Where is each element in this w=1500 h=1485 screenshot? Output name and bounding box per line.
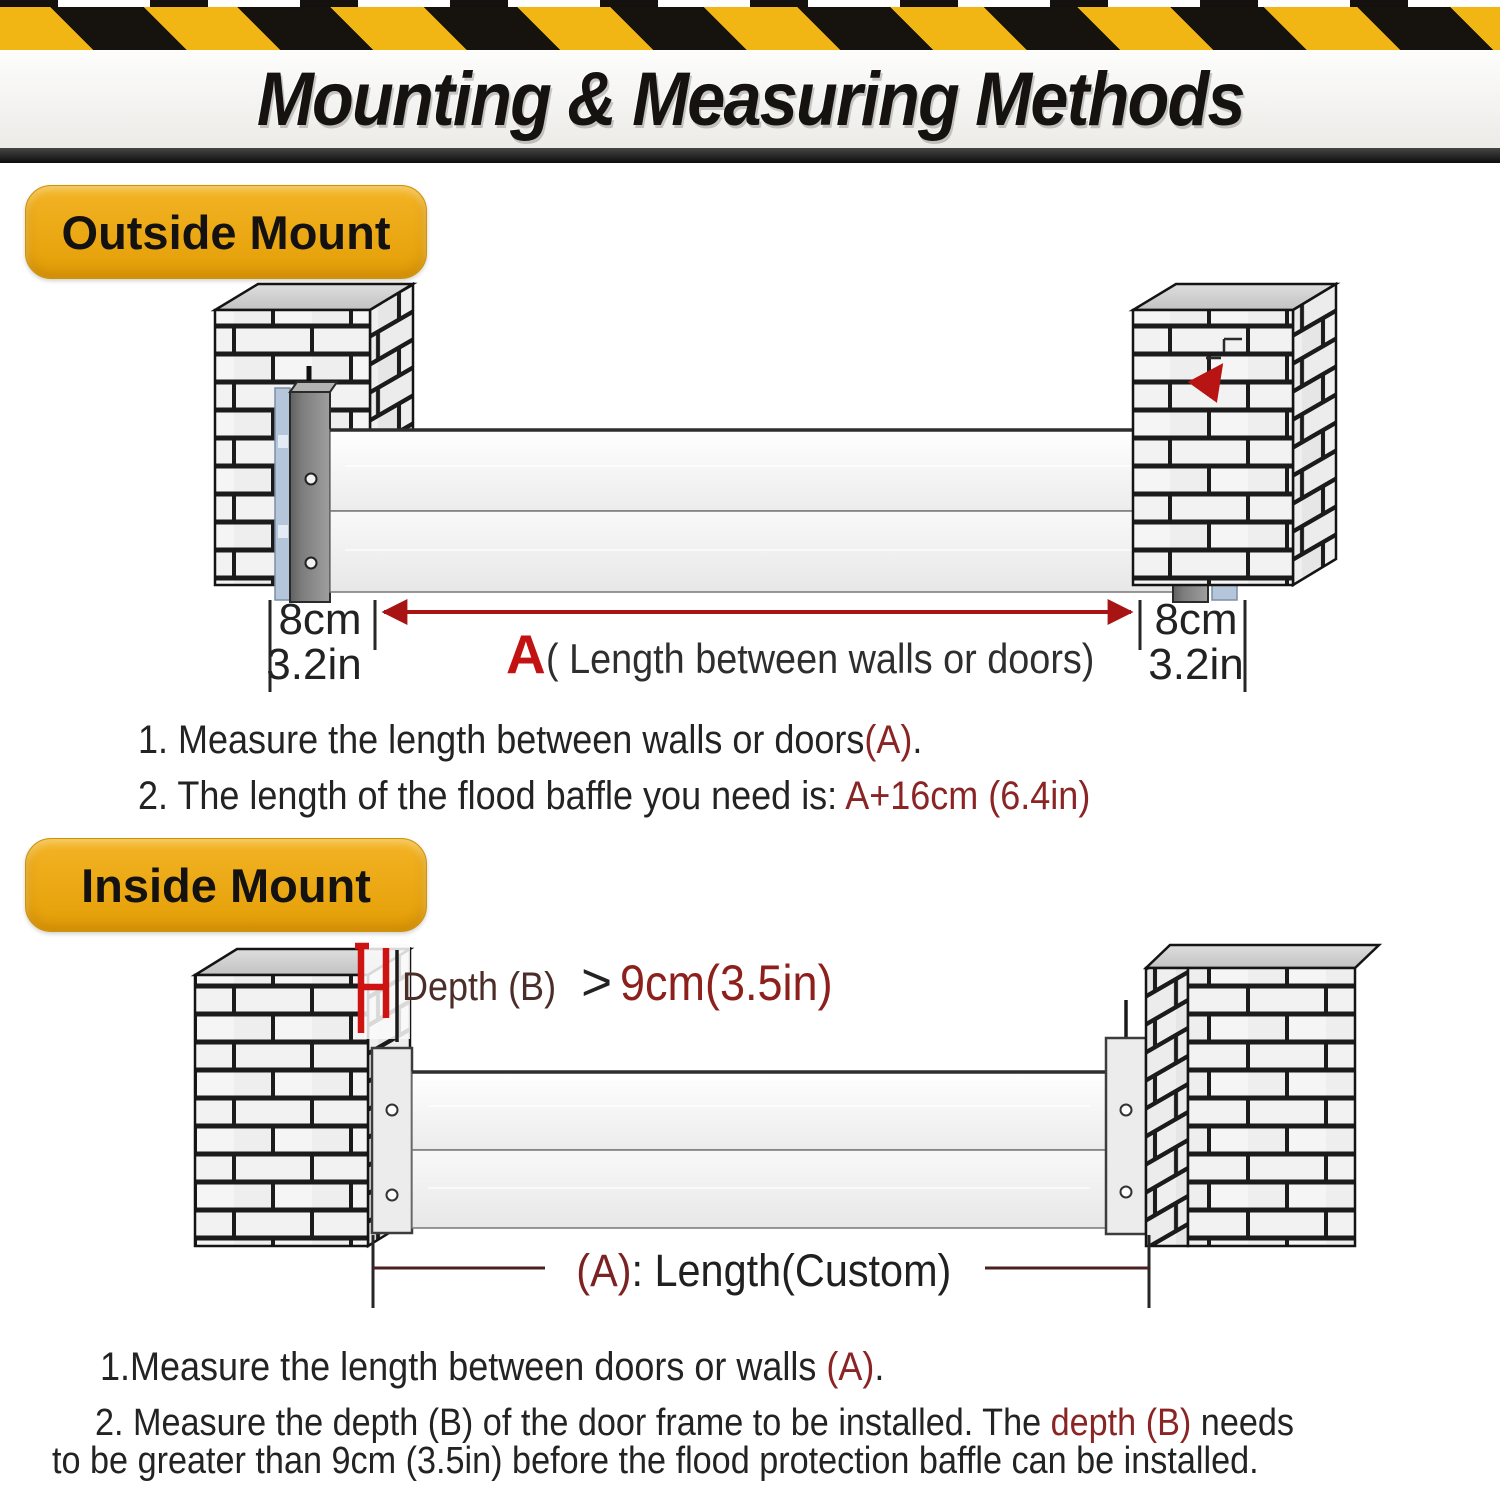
length-a-text: ( Length between walls or doors) bbox=[545, 635, 1095, 682]
inside-mount-badge-label: Inside Mount bbox=[81, 858, 371, 912]
inside-step-2-line-2: to be greater than 9cm (3.5in) before the flood protection baffle can be installed. bbox=[52, 1440, 1259, 1482]
outside-right-dim-cm: 8cm bbox=[1154, 595, 1238, 644]
greater-than-sign: > bbox=[581, 953, 613, 1012]
title-band bbox=[0, 50, 1500, 148]
depth-b-text: Depth (B) bbox=[402, 965, 557, 1009]
outside-left-dim-cm: 8cm bbox=[278, 595, 362, 644]
outside-right-pillar bbox=[1133, 284, 1336, 585]
header-divider-bar bbox=[0, 148, 1500, 163]
length-a-label bbox=[506, 622, 1155, 686]
outside-mount-badge bbox=[25, 185, 427, 279]
page-title: Mounting & Measuring Methods bbox=[256, 56, 1244, 142]
outside-left-dim-in: 3.2in bbox=[266, 640, 362, 689]
outside-left-bracket bbox=[275, 366, 337, 602]
outside-right-dim-in: 3.2in bbox=[1148, 640, 1244, 689]
outside-flood-baffle bbox=[330, 430, 1173, 592]
length-custom-label: (A): Length(Custom) bbox=[576, 1245, 952, 1296]
inside-right-bracket bbox=[1106, 1000, 1146, 1234]
outside-step-1: 1. Measure the length between walls or doors(A). bbox=[138, 718, 923, 762]
outside-step-2: 2. The length of the flood baffle you need is: A+16cm (6.4in) bbox=[138, 774, 1091, 818]
length-a-letter: A bbox=[506, 623, 546, 685]
inside-left-bracket bbox=[372, 1048, 412, 1233]
inside-mount-badge bbox=[25, 838, 427, 932]
inside-step-2-line-1: 2. Measure the depth (B) of the door frame to be installed. The depth (B) needs bbox=[95, 1402, 1294, 1444]
hazard-tape bbox=[0, 7, 1500, 50]
inside-right-pillar bbox=[1146, 945, 1379, 1246]
inside-flood-baffle bbox=[412, 1072, 1106, 1228]
depth-b-value: 9cm(3.5in) bbox=[620, 955, 833, 1011]
outside-mount-badge-label: Outside Mount bbox=[61, 205, 391, 259]
depth-b-label bbox=[402, 952, 856, 1013]
inside-step-1: 1.Measure the length between doors or walls (A). bbox=[100, 1345, 885, 1389]
